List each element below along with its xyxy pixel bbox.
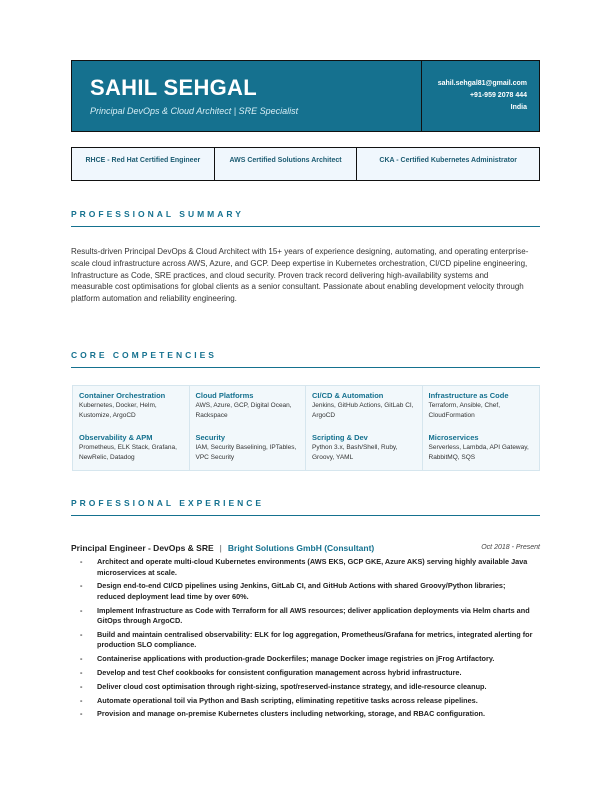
summary-text: Results-driven Principal DevOps & Cloud Architect with 15+ years of experience designing, automating, and operating enterprise-scale cloud infrastructure across AWS, Azure, and GCP. Deep expertise in Kubernetes orchestration, CI/CD pipeline engineering, Infrastructure as Code, SRE practices, and cloud security. Proven track record delivering high-availability systems and measurable cost optimisations for global clients as a senior consultant. Passionate about enabling development velocity through platform automation and reliability engineering. <box>71 247 529 304</box>
competency <box>423 386 540 428</box>
competency <box>190 428 307 470</box>
competency-title: Observability & APM <box>79 433 153 442</box>
job-company: Bright Solutions GmbH (Consultant) <box>227 543 375 553</box>
list-item: - Develop and test Chef cookbooks for consistent configuration management across hybrid infrastructure. <box>80 668 535 679</box>
competency <box>306 386 423 428</box>
candidate-name: SAHIL SEHGAL <box>90 75 257 100</box>
list-item: - Architect and operate multi-cloud Kubernetes environments (AWS EKS, GCP GKE, Azure AKS) serving highly available Java microservices at scale. <box>80 557 535 578</box>
competency-items: Terraform, Ansible, Chef, CloudFormation <box>428 402 501 419</box>
competency <box>190 386 307 428</box>
section-heading-summary: PROFESSIONAL SUMMARY <box>71 209 540 227</box>
name-block <box>72 61 422 131</box>
competency-items: Prometheus, ELK Stack, Grafana, NewRelic, Datadog <box>79 444 177 461</box>
list-item: - Automate operational toil via Python and Bash scripting, eliminating repetitive tasks across release pipelines. <box>80 696 535 707</box>
tagline: Principal DevOps & Cloud Architect | SRE Specialist <box>90 106 299 116</box>
competency-items: Python 3.x, Bash/Shell, Ruby, Groovy, YAML <box>312 444 398 461</box>
location: India <box>510 104 527 111</box>
competency <box>73 428 190 470</box>
certifications-bar <box>71 147 540 181</box>
resume-header <box>71 60 540 132</box>
list-item: - Implement Infrastructure as Code with Terraform for all AWS resources; deliver application deployments via Helm charts and GitOps through ArgoCD. <box>80 606 535 627</box>
section-heading-competencies: CORE COMPETENCIES <box>71 350 540 368</box>
competency <box>423 428 540 470</box>
competency-title: Infrastructure as Code <box>428 391 509 400</box>
competency-items: Jenkins, GitHub Actions, GitLab CI, ArgoCD <box>312 402 414 419</box>
competency <box>73 386 190 428</box>
competency-title: Security <box>195 433 226 442</box>
list-item: - Deliver cloud cost optimisation through right-sizing, spot/reserved-instance strategy, and idle-resource cleanup. <box>80 682 535 693</box>
competencies-grid <box>72 385 540 471</box>
certification: CKA - Certified Kubernetes Administrator <box>356 148 539 180</box>
competency-title: Microservices <box>428 433 479 442</box>
competency-items: Serverless, Lambda, API Gateway, RabbitMQ, SQS <box>428 444 529 461</box>
list-item: - Containerise applications with production-grade Dockerfiles; manage Docker image registries on jFrog Artifactory. <box>80 654 535 665</box>
list-item: - Provision and manage on-premise Kubernetes clusters including networking, storage, and RBAC configuration. <box>80 709 535 720</box>
job-dates: Oct 2018 - Present <box>481 544 540 551</box>
list-item: - Build and maintain centralised observability: ELK for log aggregation, Prometheus/Grafana for metrics, integrated alerting for production SLO compliance. <box>80 630 535 651</box>
competency-title: Container Orchestration <box>79 391 166 400</box>
competency-items: Kubernetes, Docker, Helm, Kustomize, ArgoCD <box>79 402 157 419</box>
section-heading-experience: PROFESSIONAL EXPERIENCE <box>71 498 540 516</box>
competency-title: Scripting & Dev <box>312 433 368 442</box>
job-header <box>71 543 540 553</box>
job-bullets <box>80 557 535 723</box>
separator: | <box>219 543 222 553</box>
competency-title: Cloud Platforms <box>195 391 254 400</box>
competency <box>306 428 423 470</box>
certification: AWS Certified Solutions Architect <box>214 148 357 180</box>
competency-items: IAM, Security Baselining, IPTables, VPC Security <box>195 444 297 461</box>
email[interactable]: sahil.sehgal81@gmail.com <box>437 80 527 87</box>
competency-title: CI/CD & Automation <box>312 391 384 400</box>
job-role: Principal Engineer - DevOps & SRE <box>71 543 214 553</box>
contact-block <box>422 61 539 131</box>
list-item: - Design end-to-end CI/CD pipelines using Jenkins, GitLab CI, and GitHub Actions with shared Groovy/Python libraries; reduced deployment lead time by over 60%. <box>80 581 535 602</box>
phone: +91-959 2078 444 <box>469 92 527 99</box>
competency-items: AWS, Azure, GCP, Digital Ocean, Rackspace <box>195 402 292 419</box>
certification: RHCE - Red Hat Certified Engineer <box>85 157 201 164</box>
